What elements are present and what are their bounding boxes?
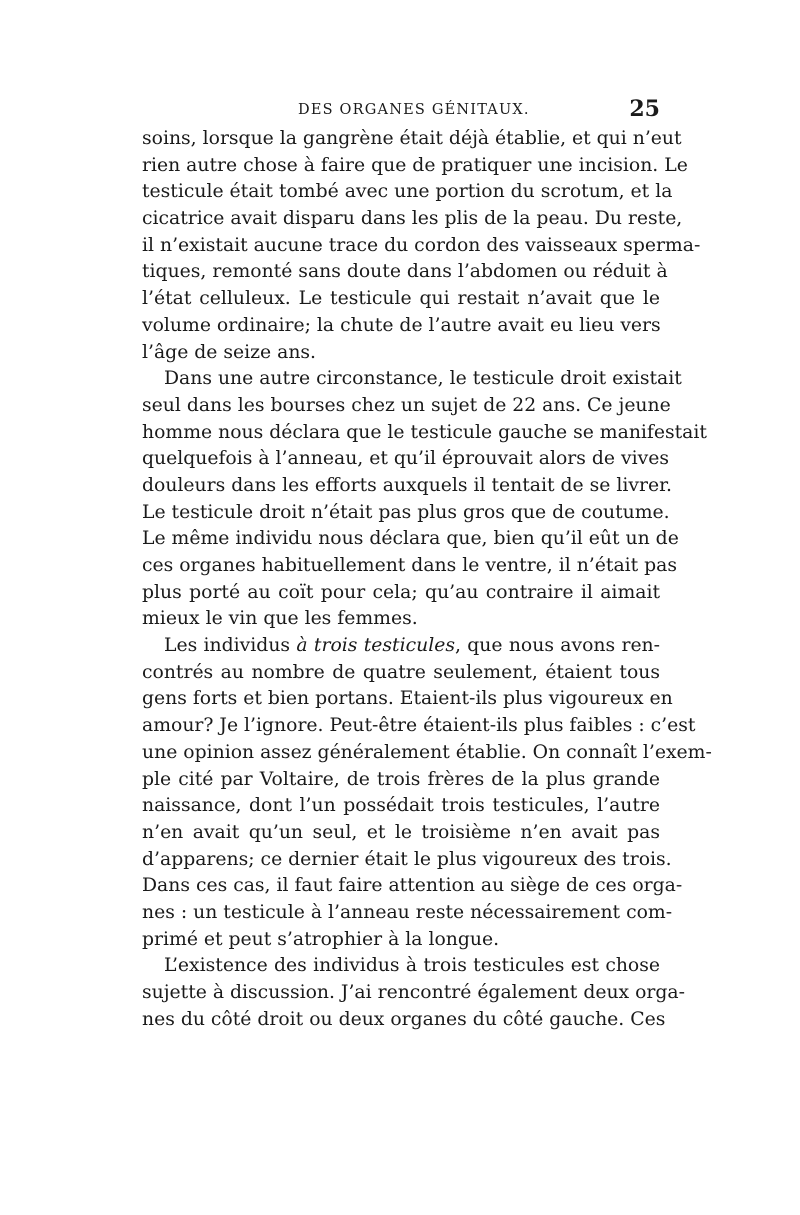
text-line: Dans ces cas, il faut faire attention au siège de ces orga- bbox=[142, 875, 683, 897]
text-line: gens forts et bien portans. Etaient-ils plus vigoureux en bbox=[142, 688, 673, 710]
text-line: il n’existait aucune trace du cordon des vaisseaux sperma- bbox=[142, 234, 701, 256]
text-line: amour? Je l’ignore. Peut-être étaient-ils plus faibles : c’est bbox=[142, 715, 696, 737]
text-line: d’apparens; ce dernier était le plus vigoureux des trois. bbox=[142, 848, 672, 870]
text-line: primé et peut s’atrophier à la longue. bbox=[142, 928, 500, 950]
paragraph-first-line bbox=[142, 633, 660, 660]
text-line: seul dans les bourses chez un sujet de 22 ans. Ce jeune bbox=[142, 394, 671, 416]
text-line: naissance, dont l’un possédait trois testicules, l’autre bbox=[142, 795, 660, 817]
text-line: quelquefois à l’anneau, et qu’il éprouvait alors de vives bbox=[142, 448, 669, 470]
text-line: rien autre chose à faire que de pratiquer une incision. Le bbox=[142, 154, 688, 176]
text-line: l’âge de seize ans. bbox=[142, 341, 317, 363]
text-line: n’en avait qu’un seul, et le troisième n’en avait pas bbox=[142, 821, 660, 843]
text-line: mieux le vin que les femmes. bbox=[142, 608, 418, 630]
text-line: sujette à discussion. J’ai rencontré également deux orga- bbox=[142, 982, 685, 1003]
body-text bbox=[142, 126, 712, 1033]
text-line: testicule était tombé avec une portion du scrotum, et la bbox=[142, 181, 673, 203]
paragraph-first-line: L’existence des individus à trois testicules est chose bbox=[164, 955, 660, 977]
text-line: nes du côté droit ou deux organes du côté gauche. Ces bbox=[142, 1008, 666, 1030]
paragraph-first-line: Dans une autre circonstance, le testicule droit existait bbox=[164, 368, 682, 390]
text-line: ple cité par Voltaire, de trois frères de la plus grande bbox=[142, 768, 660, 790]
text-line: cicatrice avait disparu dans les plis de la peau. Du reste, bbox=[142, 208, 683, 230]
text-line: homme nous déclara que le testicule gauche se manifestait bbox=[142, 421, 707, 443]
running-title: DES ORGANES GÉNITAUX. bbox=[298, 102, 530, 118]
text-line: Le même individu nous déclara que, bien qu’il eût un de bbox=[142, 528, 679, 550]
text-line: une opinion assez généralement établie. On connaît l’exem- bbox=[142, 741, 712, 763]
text-line: nes : un testicule à l’anneau reste nécessairement com- bbox=[142, 901, 673, 923]
text-line: ces organes habituellement dans le ventre, il n’était pas bbox=[142, 555, 678, 576]
text-line: plus porté au coït pour cela; qu’au contraire il aimait bbox=[142, 581, 660, 603]
running-header bbox=[142, 98, 660, 128]
text-line: Le testicule droit n’était pas plus gros que de coutume. bbox=[142, 501, 670, 523]
italic-phrase: à trois testicules bbox=[296, 635, 455, 657]
line-text: Les individus bbox=[164, 635, 297, 657]
text-line: contrés au nombre de quatre seulement, étaient tous bbox=[142, 661, 660, 683]
line-text: , que nous avons ren- bbox=[454, 635, 660, 657]
text-line: soins, lorsque la gangrène était déjà établie, et qui n’eut bbox=[142, 128, 682, 149]
text-line: volume ordinaire; la chute de l’autre avait eu lieu vers bbox=[142, 314, 661, 336]
text-line: douleurs dans les efforts auxquels il tentait de se livrer. bbox=[142, 474, 672, 496]
text-line: l’état celluleux. Le testicule qui restait n’avait que le bbox=[142, 288, 660, 310]
text-line: tiques, remonté sans doute dans l’abdomen ou réduit à bbox=[142, 261, 668, 283]
page-number: 25 bbox=[629, 96, 660, 122]
